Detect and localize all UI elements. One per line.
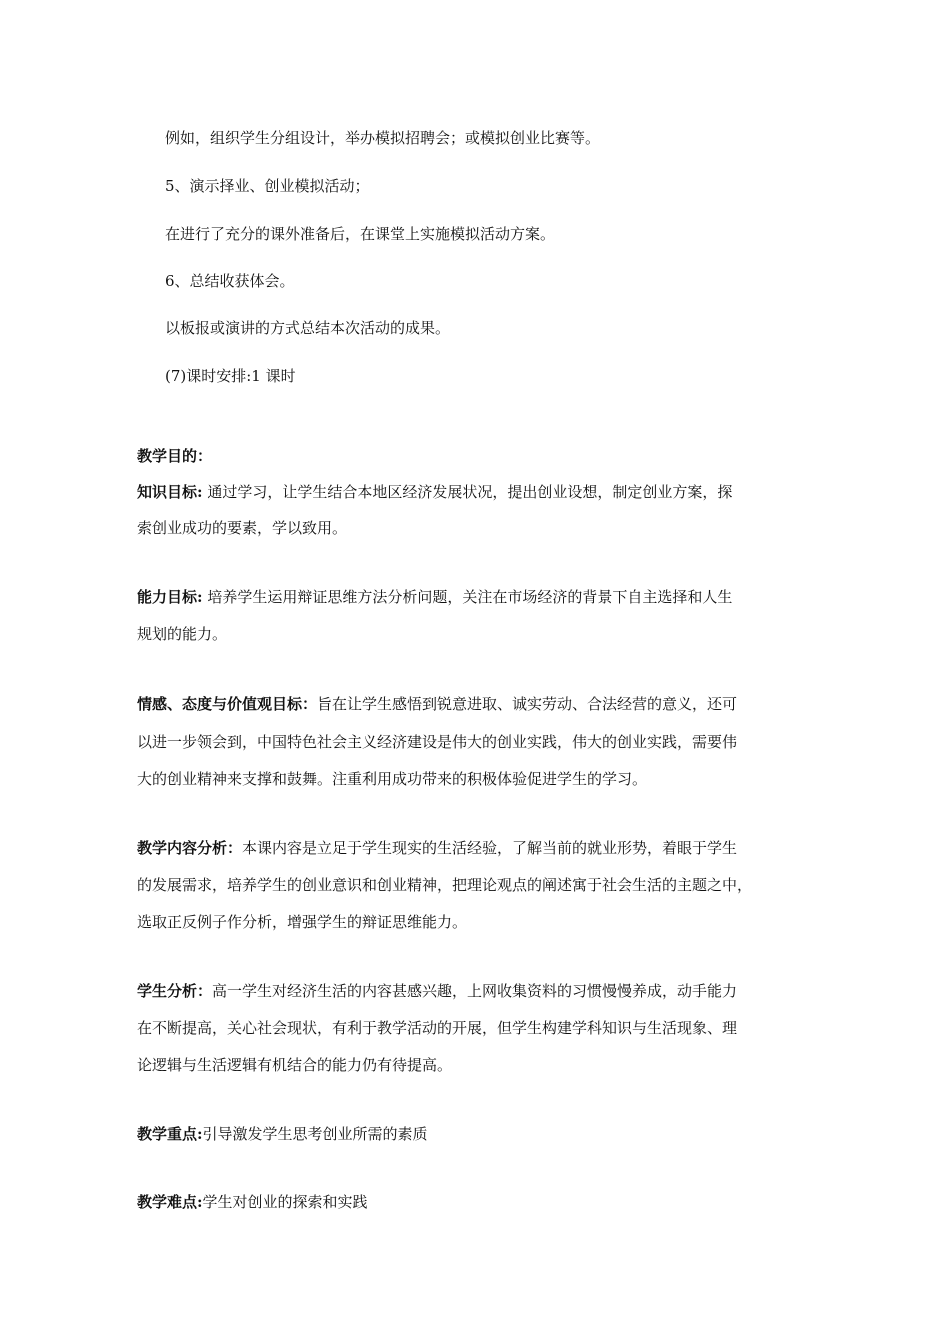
- content-analysis-line-3: 选取正反例子作分析，增强学生的辩证思维能力。: [137, 913, 468, 931]
- content-analysis-label: 教学内容分析：: [137, 839, 243, 857]
- objectives-heading: 教学目的：: [137, 447, 213, 465]
- ability-objective-line-2: 规划的能力。: [137, 625, 228, 643]
- student-analysis-label: 学生分析：: [137, 982, 213, 1000]
- emotion-objective-text: 旨在让学生感悟到锐意进取、诚实劳动、合法经营的意义，还可: [317, 695, 738, 713]
- student-analysis-line-2: 在不断提高，关心社会现状，有利于教学活动的开展，但学生构建学科知识与生活现象、理: [137, 1019, 738, 1037]
- content-analysis-text: 本课内容是立足于学生现实的生活经验，了解当前的就业形势，着眼于学生: [242, 839, 738, 857]
- knowledge-objective-line-1: [137, 482, 732, 502]
- knowledge-objective-label: 知识目标:: [137, 483, 203, 501]
- difficulty-label: 教学难点:: [137, 1193, 203, 1211]
- emotion-objective-line-2: 以进一步领会到，中国特色社会主义经济建设是伟大的创业实践，伟大的创业实践，需要伟: [137, 733, 738, 751]
- student-analysis-line-1: [137, 981, 737, 1001]
- activity-step-6-detail: 以板报或演讲的方式总结本次活动的成果。: [165, 319, 451, 337]
- activity-step-6: 6、总结收获体会。: [165, 272, 295, 290]
- ability-objective-text: 培养学生运用辩证思维方法分析问题，关注在市场经济的背景下自主选择和人生: [202, 588, 733, 606]
- activity-step-5: 5、演示择业、创业模拟活动；: [165, 177, 370, 195]
- activity-example-line: 例如，组织学生分组设计，举办模拟招聘会；或模拟创业比赛等。: [165, 129, 601, 147]
- knowledge-objective-line-2: 索创业成功的要素，学以致用。: [137, 519, 348, 537]
- key-point-line: [137, 1124, 428, 1144]
- emotion-objective-line-1: [137, 694, 737, 714]
- activity-step-5-detail: 在进行了充分的课外准备后，在课堂上实施模拟活动方案。: [165, 225, 556, 243]
- ability-objective-line-1: [137, 587, 732, 607]
- key-point-label: 教学重点:: [137, 1125, 203, 1143]
- ability-objective-label: 能力目标:: [137, 588, 203, 606]
- student-analysis-text: 高一学生对经济生活的内容甚感兴趣，上网收集资料的习惯慢慢养成，动手能力: [212, 982, 738, 1000]
- difficulty-text: 学生对创业的探索和实践: [202, 1193, 368, 1211]
- emotion-objective-label: 情感、态度与价值观目标：: [137, 695, 318, 713]
- difficulty-line: [137, 1192, 368, 1212]
- student-analysis-line-3: 论逻辑与生活逻辑有机结合的能力仍有待提高。: [137, 1056, 453, 1074]
- key-point-text: 引导激发学生思考创业所需的素质: [202, 1125, 428, 1143]
- content-analysis-line-1: [137, 838, 737, 858]
- knowledge-objective-text: 通过学习，让学生结合本地区经济发展状况，提出创业设想，制定创业方案，探: [202, 483, 733, 501]
- emotion-objective-line-3: 大的创业精神来支撑和鼓舞。注重利用成功带来的积极体验促进学生的学习。: [137, 770, 648, 788]
- content-analysis-line-2: 的发展需求，培养学生的创业意识和创业精神，把理论观点的阐述寓于社会生活的主题之中，: [137, 876, 753, 894]
- class-hours: (7)课时安排:1 课时: [165, 367, 296, 385]
